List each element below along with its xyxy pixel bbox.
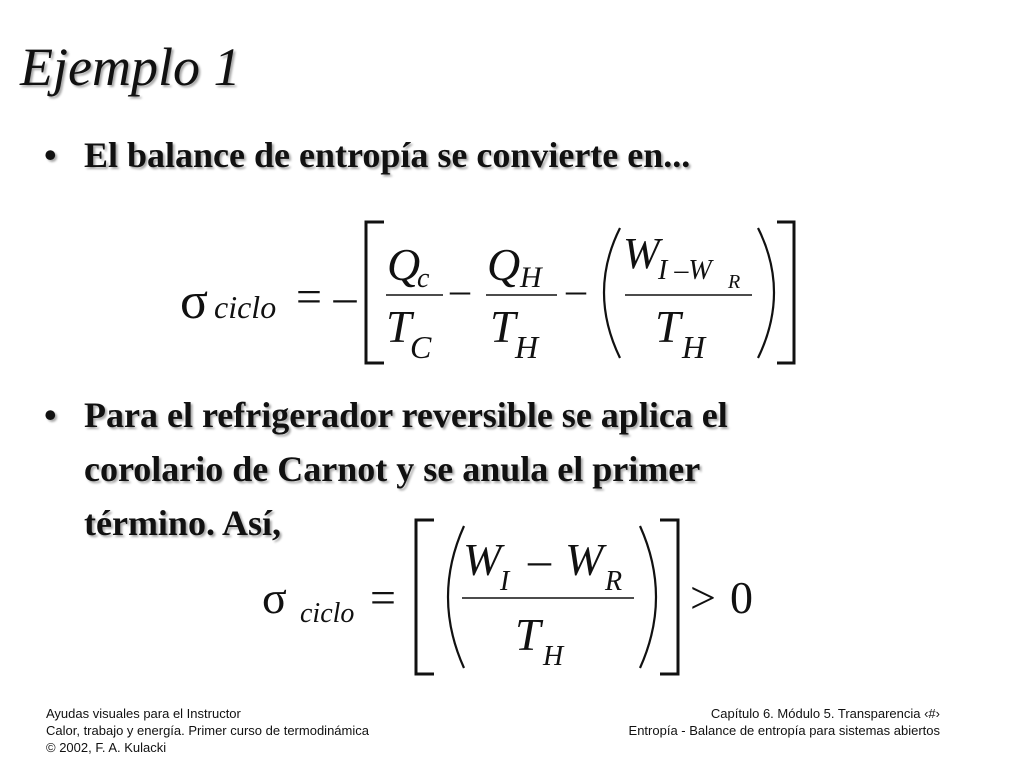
footer-right [629,705,940,739]
bullet-dot: • [44,135,57,175]
footer-right-line-1: Capítulo 6. Módulo 5. Transparencia ‹#› [710,706,940,721]
subscript-H-4: H [543,641,564,672]
bullet-line-1: Para el refrigerador reversible se aplica el [84,395,728,435]
temp-t-cold: T [386,301,412,352]
zero: 0 [730,572,753,623]
footer-left-line-3: © 2002, F. A. Kulacki [46,740,167,755]
work-subscript: I –W [658,255,712,286]
subscript-c: c [417,263,430,294]
subscript-C: C [410,329,432,365]
footer-left [46,705,369,756]
equation-1 [180,222,794,365]
right-square-bracket [777,222,794,363]
bullet-line-3: término. Así, [84,503,281,543]
work-w-r: W [565,534,604,585]
greater-than: > [690,572,716,623]
subscript-I: I [500,566,510,597]
sigma-symbol-2: σ [262,572,287,623]
heat-q-hot: Q [487,239,521,290]
slide-title: Ejemplo 1 [20,37,241,97]
sigma-subscript: ciclo [214,289,277,325]
temp-t-hot: T [490,301,516,352]
subscript-H-3: H [682,329,706,365]
bullet-text: El balance de entropía se convierte en... [84,135,691,175]
temp-t-hot-2: T [655,301,681,352]
sigma-subscript-2: ciclo [300,598,355,629]
temp-t-hot-3: T [515,609,541,660]
footer-left-line-1: Ayudas visuales para el Instructor [46,706,241,721]
minus-sign-3: – [528,534,551,585]
bullet-dot-2: • [44,395,57,435]
footer-left-line-2: Calor, trabajo y energía. Primer curso de termodinámica [46,723,369,738]
work-w: W [623,229,660,278]
subscript-H: H [520,261,542,294]
minus-sign-2: – [566,267,586,312]
right-paren [758,228,774,358]
left-square-bracket [366,222,384,363]
left-paren [604,228,620,358]
equals-sign: = [370,572,396,623]
sigma-symbol: σ [180,273,209,330]
subscript-R: R [728,271,741,293]
bullet-line-2: corolario de Carnot y se anula el primer [84,449,701,489]
bullet-carnot [44,388,944,550]
subscript-R-2: R [605,566,623,597]
work-w-i: W [463,534,502,585]
subscript-H-2: H [515,329,539,365]
heat-q-cold: Q [387,239,421,290]
footer-right-line-2: Entropía - Balance de entropía para sistemas abiertos [628,723,940,738]
equals-minus: = – [296,271,357,322]
minus-sign-1: – [450,267,470,312]
